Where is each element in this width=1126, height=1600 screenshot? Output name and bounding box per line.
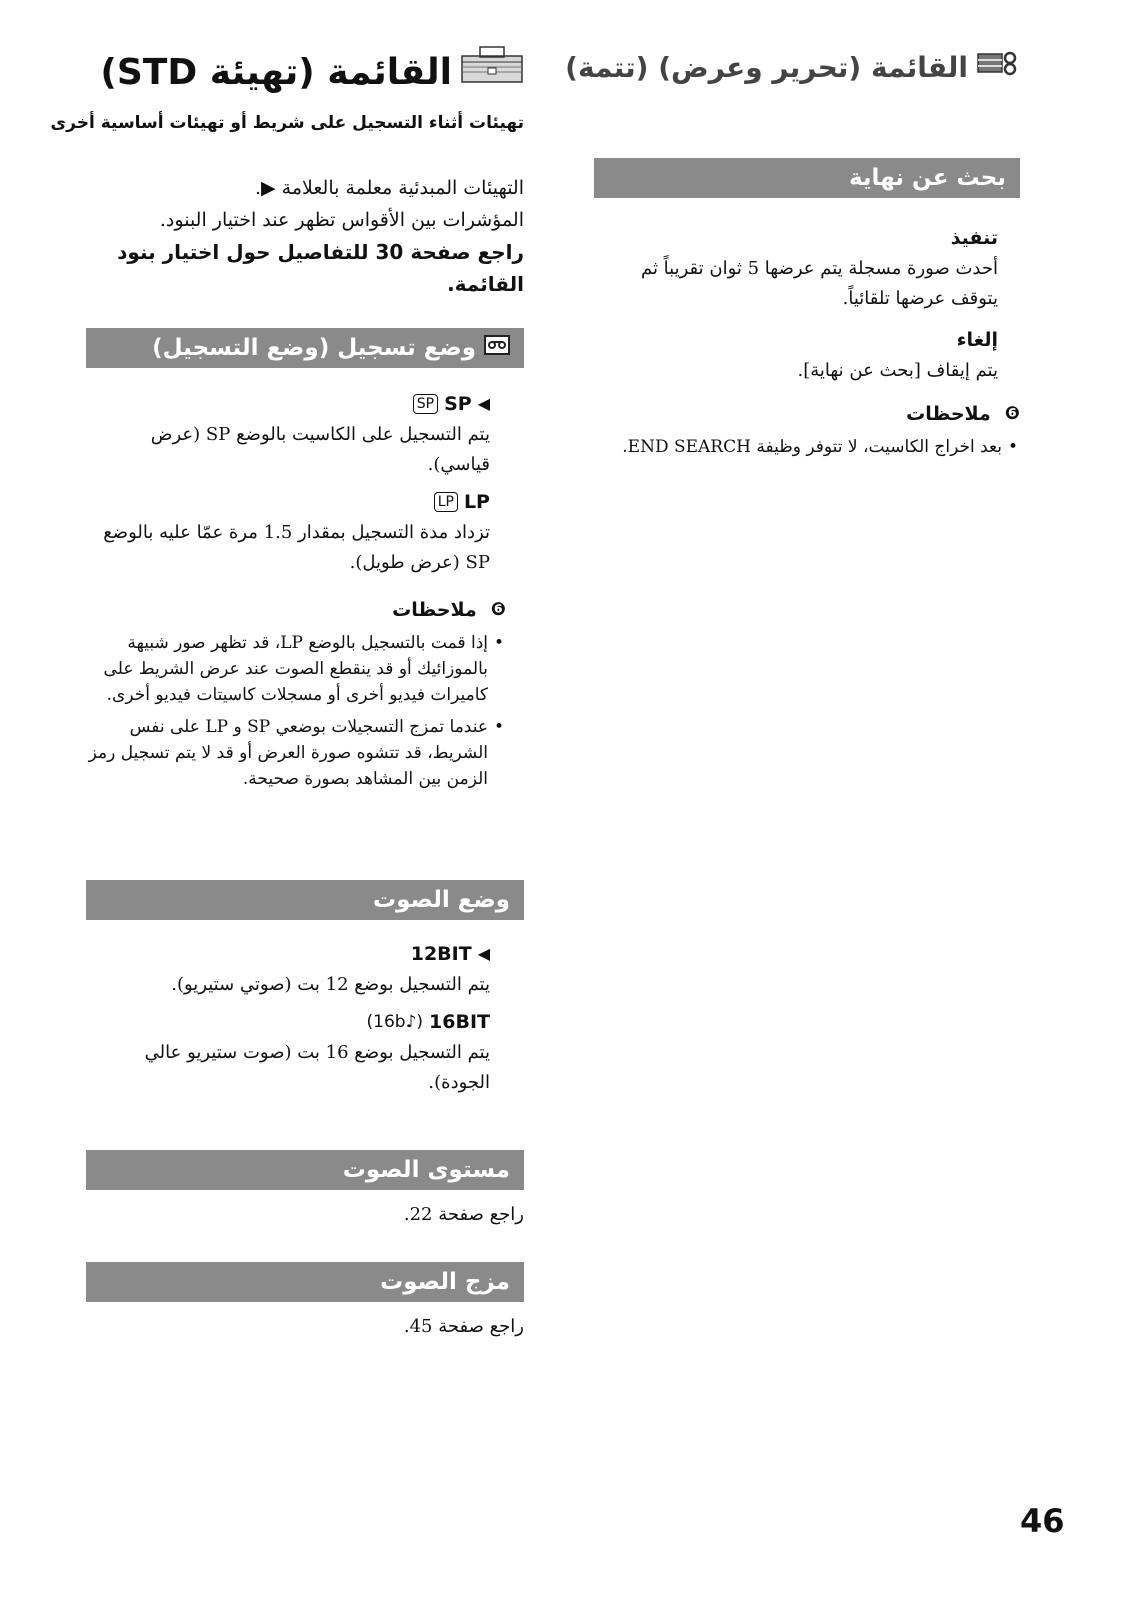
sp-badge: SP — [413, 394, 438, 414]
std-menu-title — [86, 44, 524, 101]
toolbox-icon — [460, 44, 524, 101]
sp-title — [86, 388, 490, 420]
rec-mode-header-text: وضع تسجيل (وضع التسجيل) — [152, 335, 476, 361]
end-search-notes-heading — [594, 398, 1020, 430]
cancel-title: إلغاء — [956, 329, 998, 351]
end-search-items — [594, 222, 1020, 466]
std-menu-subtitle: تهيئات أثناء التسجيل على شريط أو تهيئات أساسية أخرى — [50, 113, 524, 133]
rec-mode-note: • إذا قمت بالتسجيل بالوضع LP، قد تظهر صور شبيهة بالموزائيك أو قد ينقطع الصوت عند عرض الشريط على كاميرات فيديو أخرى أو مسجلات كاسيتات فيديو أخرى. — [86, 630, 506, 708]
lp-badge: LP — [434, 492, 458, 512]
rec-mode-notes — [86, 630, 506, 792]
rec-mode-note: • عندما تمزج التسجيلات بوضعي SP و LP على نفس الشريط، قد تتشوه صورة العرض أو قد لا يتم تسجيل رمز الزمن بين المشاهد بصورة صحيحة. — [86, 714, 506, 792]
default-marker-icon: ◀ — [477, 394, 490, 413]
sp-option — [86, 388, 490, 480]
sp-label: SP — [444, 393, 472, 415]
cancel-text: يتم إيقاف [بحث عن نهاية]. — [797, 360, 998, 381]
rec-mode-items — [86, 388, 524, 798]
intro-bold-note: راجع صفحة 30 للتفاصيل حول اختيار بنود القائمة. — [117, 240, 524, 296]
sp-description: يتم التسجيل على الكاسيت بالوضع SP (عرض قياسي). — [150, 424, 490, 475]
exec-title: تنفيذ — [950, 227, 998, 249]
end-search-header — [594, 158, 1020, 198]
audio-mode-header-text: وضع الصوت — [373, 887, 510, 913]
16bit-title — [86, 1006, 490, 1038]
audio-mode-items — [86, 938, 524, 1104]
exec-text: أحدث صورة مسجلة يتم عرضها 5 ثوان تقريباً ثم يتوقف عرضها تلقائياً. — [640, 258, 998, 309]
16bit-label: 16BIT — [429, 1011, 490, 1033]
end-search-notes-title: ملاحظات — [906, 403, 991, 425]
intro-line-2: المؤشرات بين الأقواس تظهر عند اختيار البنود. — [159, 209, 524, 231]
16bit-indicator: (♪16b) — [366, 1012, 424, 1032]
audio-level-text: راجع صفحة 22. — [403, 1204, 524, 1225]
lp-option — [86, 486, 490, 578]
audio-mix-header-text: مزج الصوت — [380, 1269, 510, 1295]
audio-mix-text: راجع صفحة 45. — [403, 1316, 524, 1337]
lp-title — [86, 486, 490, 518]
lp-label: LP — [463, 491, 490, 513]
edit-menu-title-text: القائمة (تحرير وعرض) (تتمة) — [565, 51, 968, 84]
cassette-icon — [484, 335, 510, 361]
edit-menu-title — [565, 40, 1020, 96]
page-number: 46 — [1020, 1502, 1065, 1540]
audio-level-header — [86, 1150, 524, 1190]
16bit-description: يتم التسجيل بوضع 16 بت (صوت ستيريو عالي الجودة). — [144, 1042, 490, 1093]
end-search-notes — [594, 434, 1020, 460]
audio-mode-header — [86, 880, 524, 920]
default-marker-icon: ◀ — [477, 944, 490, 963]
12bit-option — [86, 938, 490, 1000]
edit-play-icon — [976, 40, 1020, 96]
notes-icon: ❻ — [490, 599, 506, 620]
rec-mode-header — [86, 328, 524, 368]
intro-line-1: التهيئات المبدئية معلمة بالعلامة ▶. — [254, 177, 524, 199]
12bit-label: 12BIT — [410, 943, 472, 965]
end-search-note: • بعد اخراج الكاسيت، لا تتوفر وظيفة END SEARCH. — [594, 434, 1020, 460]
std-menu-intro — [86, 172, 524, 300]
audio-level-header-text: مستوى الصوت — [342, 1157, 510, 1183]
end-search-header-text: بحث عن نهاية — [848, 165, 1006, 191]
notes-icon: ❻ — [1004, 403, 1020, 424]
rec-mode-notes-heading — [86, 594, 506, 626]
lp-description: تزداد مدة التسجيل بمقدار 1.5 مرة عمّا عليه بالوضع SP (عرض طويل). — [103, 522, 490, 573]
12bit-title — [86, 938, 490, 970]
audio-mix-header — [86, 1262, 524, 1302]
rec-mode-notes-title: ملاحظات — [392, 599, 477, 621]
12bit-description: يتم التسجيل بوضع 12 بت (صوتي ستيريو). — [171, 974, 490, 995]
16bit-option — [86, 1006, 490, 1098]
std-menu-title-text: القائمة (تهيئة STD) — [100, 51, 452, 93]
